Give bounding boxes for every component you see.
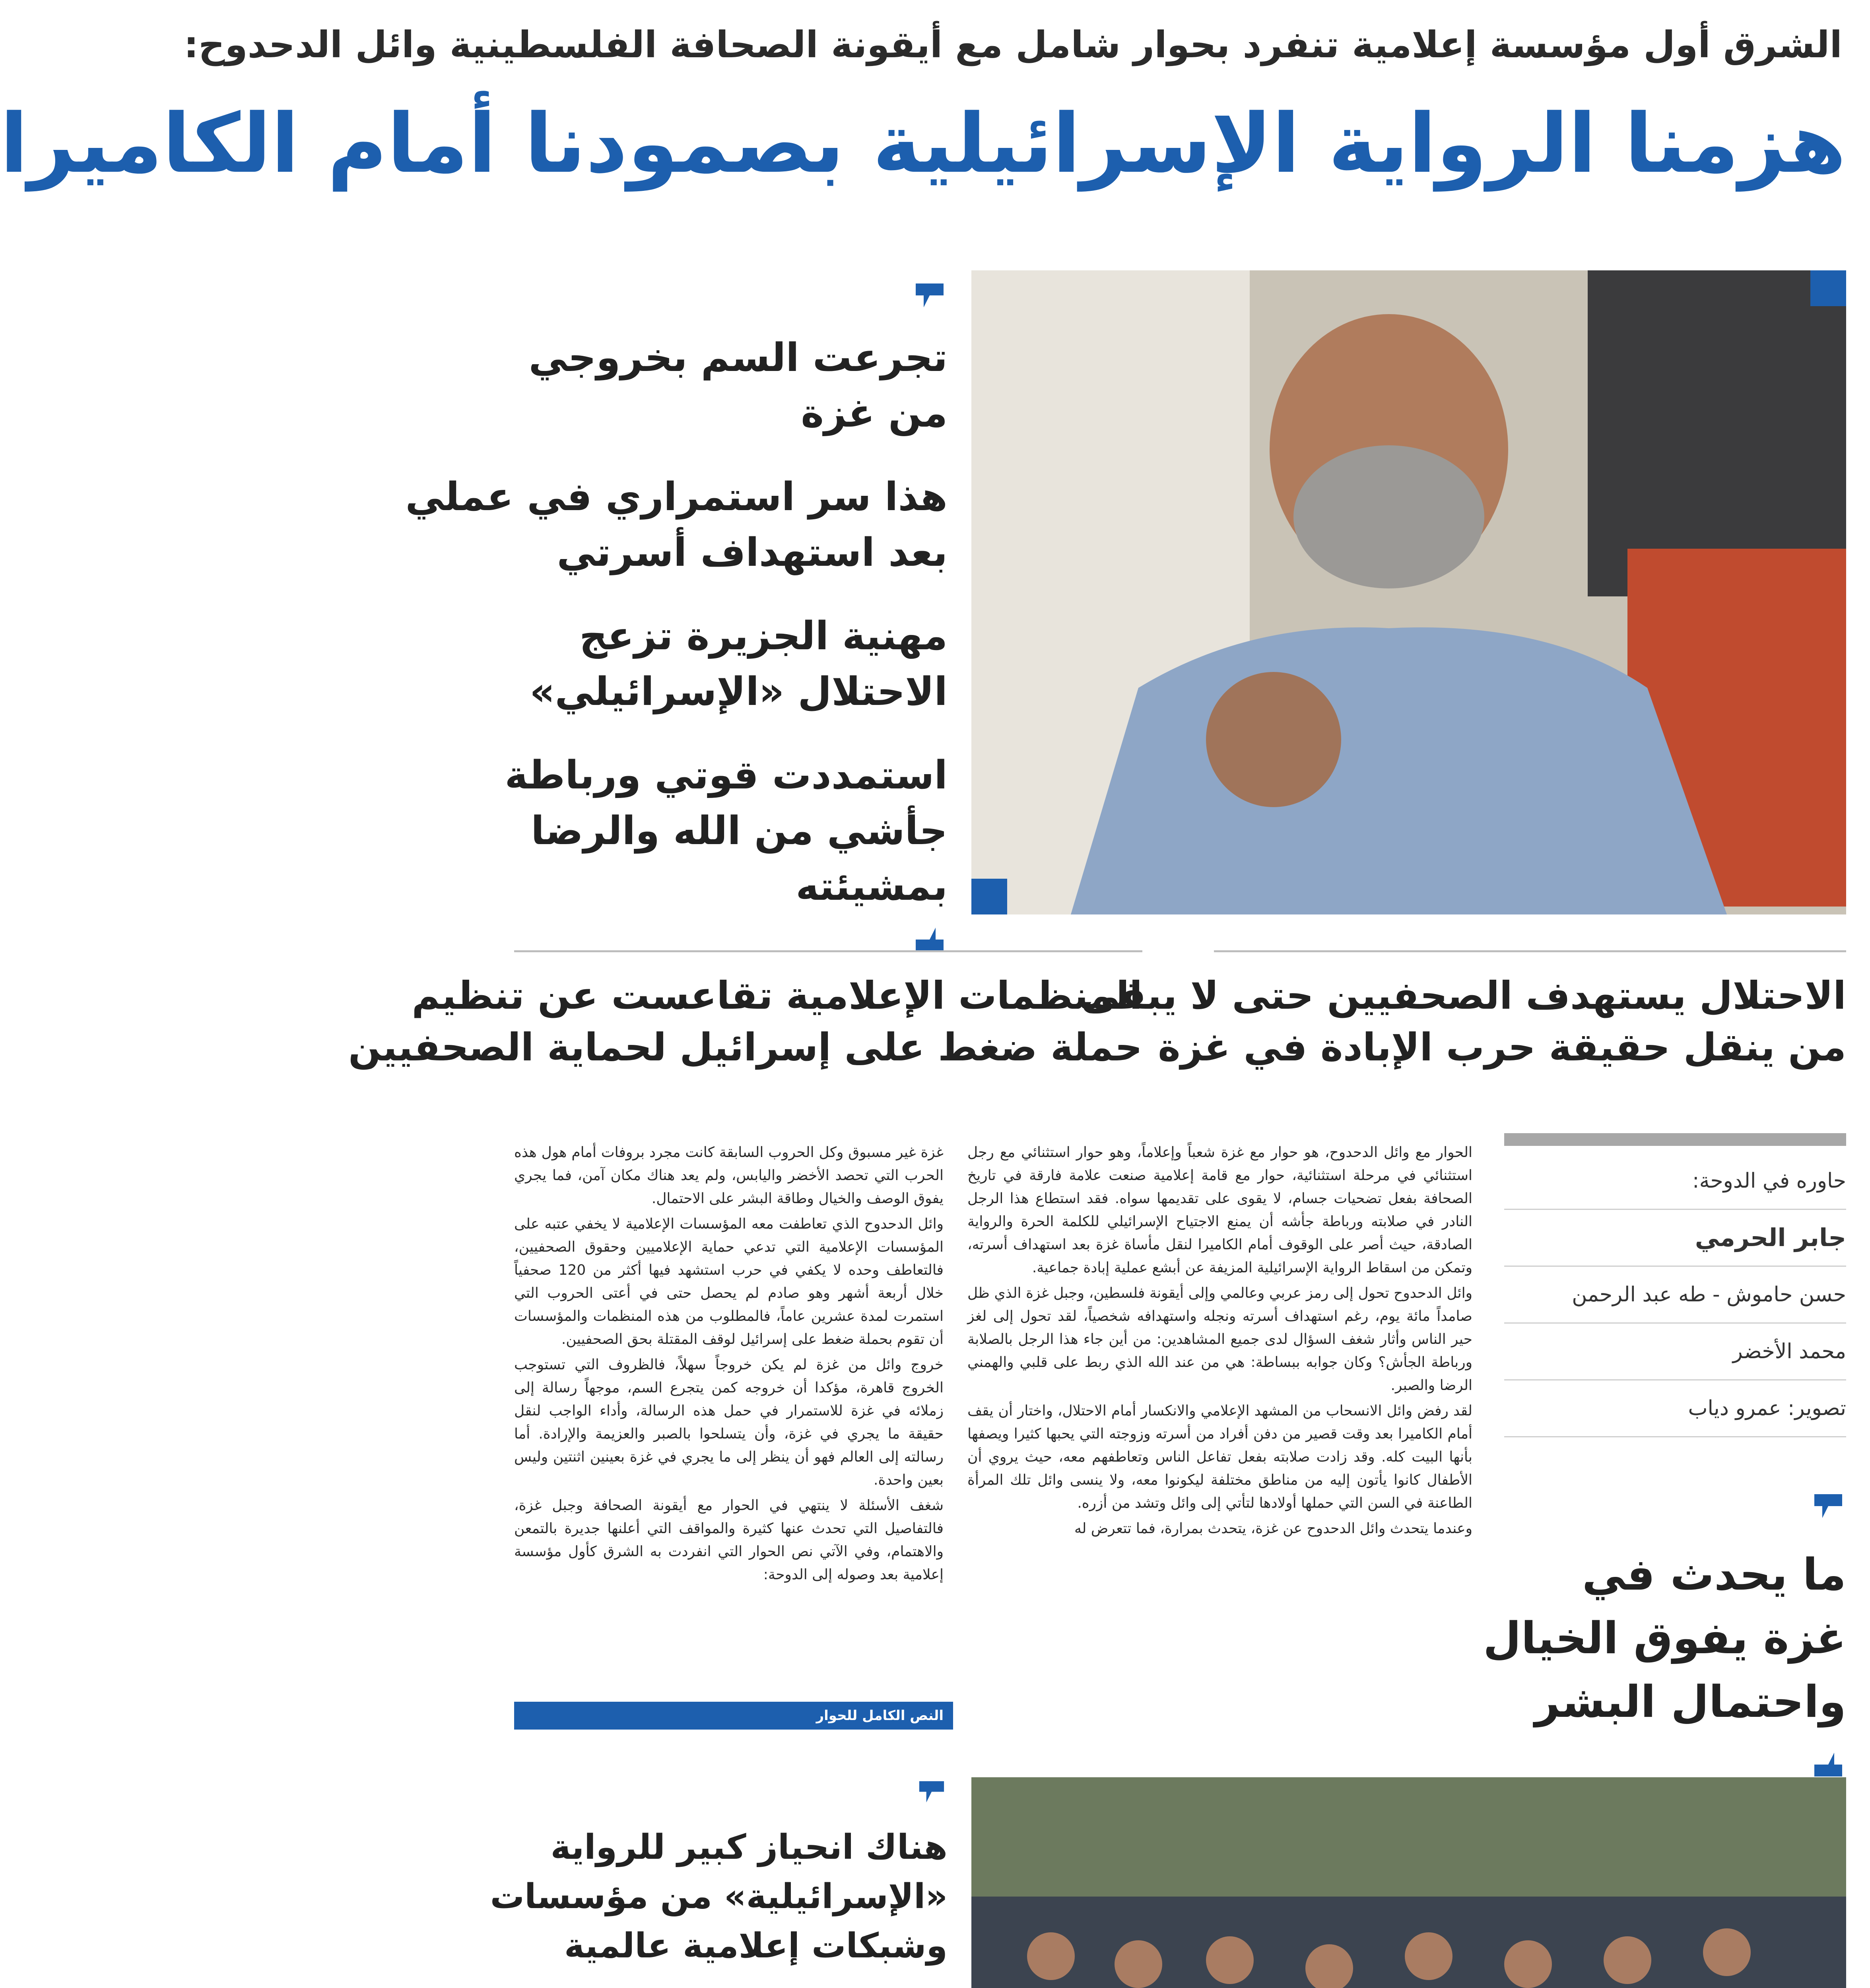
credits-label: حاوره في الدوحة: (1504, 1153, 1846, 1210)
credits-names: حسن حاموش - طه عبد الرحمن (1504, 1267, 1846, 1324)
quote-line: الاحتلال «الإسرائيلي» (530, 669, 948, 714)
quote-mark-icon (1504, 1479, 1846, 1543)
paragraph: وائل الدحدوح تحول إلى رمز عربي وعالمي وإلى أيقونة فلسطين، وجبل غزة الذي ظل صامداً مائة يوم، رغم استهداف أسرته ونجله واستهدافه شخصياً، لقد تحول إلى لغز حير الناس وأثار شغف السؤال لدى جميع المشاهدين: من أين جاء هذا الرجل بالصلابة ورباطة الجأش؟ وكان جوابه ببساطة: هي من عند الله الذي ربط على قلبي والهمني الرضا والصبر. (967, 1285, 1472, 1394)
paragraph: وعندما يتحدث وائل الدحدوح عن غزة، يتحدث بمرارة، فما تتعرض له (1074, 1520, 1472, 1537)
quote-line: بمشيئته (796, 864, 948, 909)
credits-names: محمد الأخضر (1504, 1324, 1846, 1380)
subhead-line: حملة ضغط على إسرائيل لحماية الصحفيين (348, 1025, 1142, 1070)
quote-3 (510, 608, 948, 720)
subhead-left (348, 970, 1142, 1073)
quote-2 (405, 469, 948, 580)
quote-line: جأشي من الله والرضا (531, 808, 948, 854)
quote-line: تجرعت السم بخروجي (528, 335, 948, 381)
side-quote (1483, 1479, 1846, 1797)
credits (1504, 1153, 1846, 1437)
portrait-photo (971, 270, 1846, 914)
quote-line: هذا سر استمراري في عملي (405, 474, 948, 520)
paragraph: الحوار مع وائل الدحدوح، هو حوار مع غزة شعباً وإعلاماً، وهو حوار استثنائي مع رجل استثنائي في مرحلة استثنائية، حوار مع قامة إعلامية صنعت علامة فارقة في تاريخ الصحافة بفعل تضحيات جسام، لا يقوى على تقديمها سواه. فقد استطاع هذا الرجل النادر في صلابته ورباطة جأشه أن يمنع الاجتياح الإسرائيلي للكلمة الحرة والرواية الصادقة، حيث أصر على الوقوف أمام الكاميرا لنقل مأساة غزة بعد استهداف أسرته، وتمكن من اسقاط الرواية الإسرائيلية المزيفة عن أبشع عملية إبادة جماعية. (967, 1144, 1472, 1276)
quote-line: «الإسرائيلية» من مؤسسات (490, 1877, 948, 1916)
quote-mark-icon (510, 1773, 948, 1823)
quote-1 (510, 274, 948, 441)
top-quotes (405, 274, 948, 998)
corner-accent (971, 879, 1007, 914)
bottom-quotes (490, 1773, 948, 1988)
rule (1214, 950, 1846, 952)
paragraph: لقد رفض وائل الانسحاب من المشهد الإعلامي والانكسار أمام الاحتلال، واختار أن يقف أمام الكاميرا بعد وقت قصير من دفن أفراد من أسرته وزوجته التي يحبها كثيرا ويصفها بأنها البيت كله. وقد زادت صلابته بفعل تفاعل الناس وتعاطفهم معه، حيث يروي أن الأطفال كانوا يأتون إليه من مناطق مختلفة ليكونوا معه، ولا ينسى وائل تلك المرأة الطاعنة في السن التي حملها أولادها لتأتي إلى وائل وتشد من أزره. (967, 1403, 1472, 1511)
paragraph: شغف الأسئلة لا ينتهي في الحوار مع أيقونة الصحافة وجبل غزة، فالتفاصيل التي تحدث عنها كثيرة والمواقف التي أعلنها جديرة بالتمعن والاهتمام، وفي الآتي نص الحوار التي انفردت به الشرق كأول مؤسسة إعلامية بعد وصوله إلى الدوحة: (514, 1497, 944, 1583)
quote-line: استمددت قوتي ورباطة (505, 753, 948, 798)
credits-bar (1504, 1133, 1846, 1146)
paragraph: خروج وائل من غزة لم يكن خروجاً سهلاً، فالظروف التي تستوجب الخروج قاهرة، مؤكدا أن خروجه كمن يتجرع السم، موجهاً رسالة إلى زملائه في غزة للاستمرار في حمل هذه الرسالة، وأداء الواجب لنقل حقيقة ما يجري في غزة، وأن يتسلحوا بالصبر والعزيمة والإرادة. أما رسالته إلى العالم فهو أن ينظر إلى ما يجري في غزة بعينين اثنتين وليس بعين واحدة. (514, 1357, 944, 1488)
full-text-link[interactable]: النص الكامل للحوار (514, 1702, 953, 1730)
quote-line: هناك انحياز كبير للرواية (550, 1827, 948, 1867)
subhead-line: من ينقل حقيقة حرب الإبادة في غزة (1158, 1025, 1846, 1070)
paragraph: غزة غير مسبوق وكل الحروب السابقة كانت مجرد بروفات أمام هول هذه الحرب التي تحصد الأخضر واليابس، ولم يعد هناك مكان آمن، فما يجري يفوق الوصف والخيال وطاقة البشر على الاحتمال. (514, 1144, 944, 1207)
rule (514, 950, 1142, 952)
quote-line: غزة يفوق الخيال (1483, 1613, 1846, 1664)
subhead-right (1081, 970, 1846, 1073)
page-headline: هزمنا الرواية الإسرائيلية بصمودنا أمام الكاميرا (0, 97, 1846, 191)
kicker: الشرق أول مؤسسة إعلامية تنفرد بحوار شامل مع أيقونة الصحافة الفلسطينية وائل الدحدوح: (184, 23, 1842, 66)
quote-line: واحتمال البشر (1534, 1676, 1846, 1727)
quote-line: مهنية الجزيرة تزعج (579, 613, 948, 659)
quote-4 (505, 747, 948, 970)
prayer-photo (971, 1777, 1846, 1988)
quote-line: بعد استهداف أسرتي (557, 530, 948, 575)
quote-mark-icon (510, 274, 948, 330)
quote-5 (490, 1773, 948, 1971)
quote-line: ما يحدث في (1582, 1549, 1846, 1600)
quote-mark-icon (510, 914, 948, 970)
subhead-line: المنظمات الإعلامية تقاعست عن تنظيم (412, 973, 1142, 1018)
credits-photo: تصوير: عمرو دياب (1504, 1380, 1846, 1437)
corner-accent (1810, 270, 1846, 306)
subhead-line: الاحتلال يستهدف الصحفيين حتى لا يبقى (1081, 973, 1846, 1018)
article-column-left (514, 1141, 944, 1698)
paragraph: وائل الدحدوح الذي تعاطفت معه المؤسسات الإعلامية لا يخفي عتبه على المؤسسات الإعلامية التي تدعي حماية الإعلاميين وحقوق الصحفيين، فالتعاطف وحده لا يكفي في حرب استشهد فيها أكثر من 120 صحفياً خلال أربعة أشهر وهو صادم لم يحصل حتى في أعتى الحروب التي استمرت لمدة عشرين عاماً، فالمطلوب من هذه المنظمات والمؤسسات أن تقوم بحملة ضغط على إسرائيل لوقف المقتلة بحق الصحفيين. (514, 1216, 944, 1347)
article-column-right (967, 1141, 1472, 1741)
quote-line: وشبكات إعلامية عالمية (564, 1926, 948, 1966)
quote-line: من غزة (801, 391, 948, 436)
credits-lead: جابر الحرمي (1504, 1210, 1846, 1267)
